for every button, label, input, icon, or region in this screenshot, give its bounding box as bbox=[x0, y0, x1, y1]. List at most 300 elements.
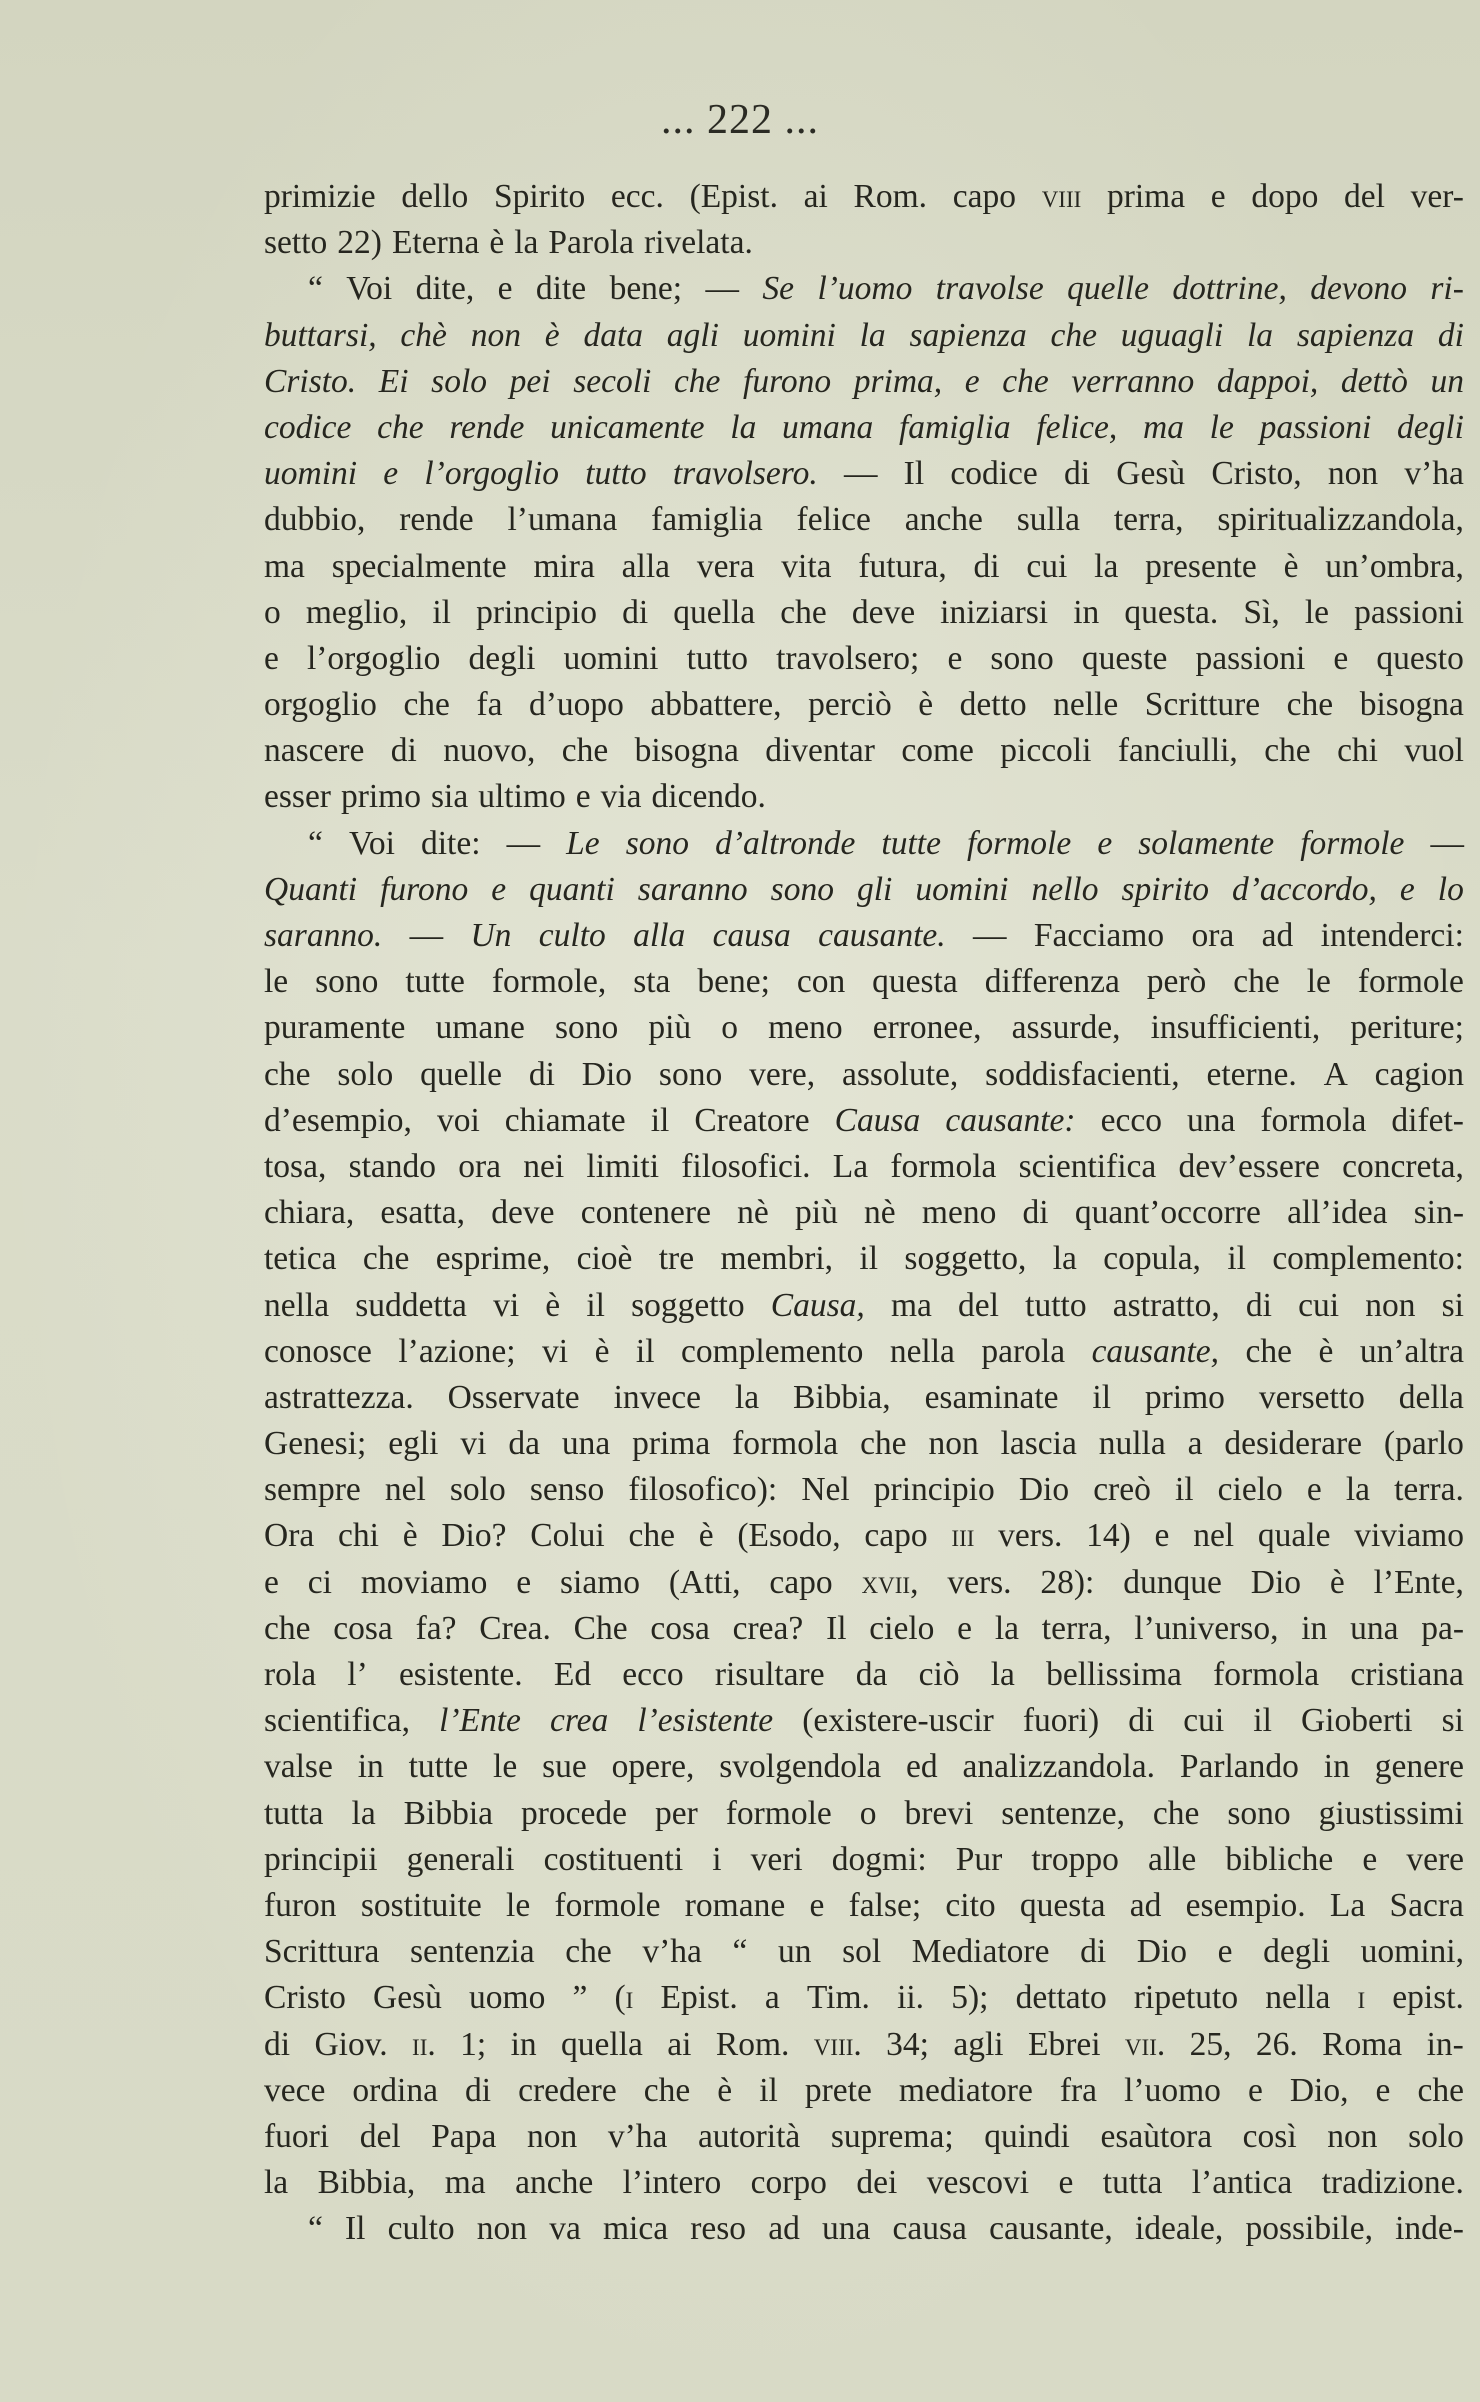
word: 26. bbox=[1255, 2025, 1298, 2063]
word: limiti bbox=[586, 1147, 660, 1185]
word: vi bbox=[460, 1425, 487, 1463]
word: quella bbox=[561, 2025, 643, 2063]
word: tetica bbox=[264, 1240, 337, 1278]
word: (existere-uscir bbox=[802, 1702, 994, 1740]
word: analizzandola. bbox=[962, 1748, 1155, 1786]
word: presente bbox=[1145, 547, 1257, 585]
word: il bbox=[586, 1286, 605, 1324]
word: procede bbox=[520, 1794, 627, 1832]
word: la bbox=[730, 408, 757, 446]
word: “ bbox=[308, 824, 323, 862]
text-line bbox=[264, 1283, 1464, 1329]
word: capo bbox=[769, 1563, 833, 1601]
word: cui bbox=[1026, 547, 1068, 585]
word: va bbox=[549, 2210, 581, 2248]
text-line bbox=[264, 174, 1464, 220]
word: si bbox=[1441, 1286, 1464, 1324]
word: passioni bbox=[1259, 408, 1372, 446]
word: e bbox=[1362, 1840, 1378, 1878]
word: invece bbox=[613, 1378, 701, 1416]
word: pa- bbox=[1421, 1609, 1464, 1647]
word: veri bbox=[750, 1840, 803, 1878]
text-line bbox=[264, 497, 1464, 543]
word: travolse bbox=[935, 270, 1044, 308]
word: principio bbox=[476, 593, 598, 631]
word: o bbox=[721, 1009, 739, 1047]
word: ultimo bbox=[478, 778, 566, 816]
word: di bbox=[1245, 1286, 1272, 1324]
word: è bbox=[1283, 547, 1299, 585]
word: queste bbox=[1081, 639, 1168, 677]
word: formole bbox=[554, 1886, 661, 1924]
word: formola bbox=[890, 1147, 997, 1185]
word: verranno bbox=[1071, 362, 1195, 400]
word: meglio, bbox=[305, 593, 408, 631]
text-line bbox=[264, 451, 1464, 497]
word: che bbox=[1286, 686, 1334, 724]
word: uomini bbox=[915, 870, 1009, 908]
word: astratto, bbox=[1112, 1286, 1220, 1324]
word: brevi bbox=[904, 1794, 974, 1832]
word: Cristo, bbox=[1211, 455, 1302, 493]
word: quindi bbox=[984, 2117, 1070, 2155]
word: concreta, bbox=[1342, 1147, 1464, 1185]
word: futura, bbox=[858, 547, 947, 585]
word: esempio. bbox=[1185, 1886, 1306, 1924]
word: di bbox=[1128, 1702, 1155, 1740]
word: scientifica bbox=[1018, 1147, 1157, 1185]
word: la bbox=[1246, 316, 1274, 354]
word: sono bbox=[554, 1009, 619, 1047]
word: vita bbox=[781, 547, 832, 585]
text-line bbox=[264, 821, 1464, 867]
text-line bbox=[264, 590, 1464, 636]
word: il bbox=[650, 1101, 670, 1139]
word: lo bbox=[1437, 870, 1464, 908]
word: primo bbox=[1144, 1378, 1225, 1416]
word: l’orgoglio bbox=[424, 455, 559, 493]
word: ad bbox=[1261, 917, 1294, 954]
word: versetto bbox=[1258, 1378, 1365, 1416]
word: sapienza bbox=[1296, 316, 1415, 354]
word: soddisfacienti, bbox=[985, 1055, 1180, 1093]
text-line bbox=[264, 1837, 1464, 1883]
word: ciò bbox=[918, 1656, 960, 1693]
word: uomini, bbox=[1360, 1933, 1464, 1971]
word: Giov. bbox=[314, 2025, 388, 2063]
word: formole bbox=[1357, 963, 1464, 1001]
word: anche bbox=[904, 501, 983, 539]
word: ordina bbox=[352, 2071, 438, 2109]
text-line bbox=[264, 359, 1464, 405]
word: primo bbox=[340, 778, 421, 816]
word: tutto bbox=[686, 639, 748, 677]
word: detto bbox=[959, 686, 1027, 724]
word: non bbox=[928, 1425, 979, 1463]
text-line bbox=[264, 774, 1464, 820]
word: è bbox=[544, 316, 560, 354]
word: Gioberti bbox=[1300, 1702, 1413, 1740]
word: 5); bbox=[951, 1979, 989, 2017]
word: dunque bbox=[1123, 1563, 1222, 1601]
word: ecco bbox=[1100, 1101, 1162, 1139]
word: è bbox=[1318, 1332, 1334, 1370]
word: fuori bbox=[264, 2117, 330, 2155]
word: ora bbox=[1191, 917, 1235, 954]
text-line bbox=[264, 1744, 1464, 1790]
word: che bbox=[561, 732, 609, 770]
word: Il bbox=[903, 455, 925, 493]
text-line bbox=[264, 728, 1464, 774]
word: bisogna bbox=[1359, 686, 1464, 724]
word: e bbox=[1375, 2071, 1391, 2109]
word: l’esistente bbox=[637, 1702, 774, 1740]
word: egli bbox=[388, 1425, 439, 1463]
word: sono bbox=[315, 963, 379, 1001]
word: e bbox=[957, 1609, 973, 1647]
page-number: ... 222 ... bbox=[661, 97, 819, 143]
word: formole, bbox=[491, 963, 607, 1001]
word: — bbox=[705, 270, 740, 308]
word: d’altronde bbox=[715, 824, 856, 862]
word: sono bbox=[770, 870, 834, 908]
word: solo bbox=[337, 1055, 394, 1093]
word: di bbox=[1437, 316, 1464, 354]
word: però bbox=[1146, 963, 1207, 1001]
word: il bbox=[635, 1332, 655, 1370]
word: che bbox=[1050, 316, 1097, 354]
word: nella bbox=[264, 1286, 330, 1324]
word: — bbox=[1430, 824, 1464, 862]
word: Parola bbox=[548, 224, 635, 262]
word: difet- bbox=[1391, 1101, 1464, 1139]
word: sulla bbox=[1016, 501, 1080, 539]
word: questo bbox=[1376, 639, 1464, 677]
word: uomini bbox=[742, 316, 836, 354]
word: parola bbox=[981, 1332, 1066, 1370]
word: che bbox=[1002, 362, 1049, 400]
word: dello bbox=[401, 178, 469, 215]
word: esprime, bbox=[435, 1240, 551, 1278]
word: assolute, bbox=[841, 1055, 959, 1093]
word: il bbox=[432, 593, 451, 631]
word: fa bbox=[476, 686, 503, 724]
word: e bbox=[1217, 1933, 1233, 1971]
word: tutta bbox=[1102, 2164, 1163, 2202]
text-line bbox=[264, 1975, 1464, 2021]
word: ma bbox=[890, 1286, 932, 1324]
word: viii. bbox=[813, 2025, 862, 2063]
word: che bbox=[628, 1517, 675, 1555]
word: esistente. bbox=[398, 1656, 523, 1693]
word: ecc. bbox=[610, 178, 664, 215]
word: scientifica, bbox=[264, 1702, 411, 1740]
word: secoli bbox=[573, 362, 652, 400]
text-line bbox=[264, 1052, 1464, 1098]
word: degli bbox=[468, 639, 536, 677]
word: Causa bbox=[834, 1101, 921, 1139]
word: è bbox=[1329, 1563, 1345, 1601]
word: travolsero. bbox=[672, 455, 818, 493]
word: non bbox=[476, 2210, 528, 2248]
word: e bbox=[1058, 2164, 1074, 2202]
word: formole bbox=[1300, 824, 1405, 862]
word: del bbox=[958, 1286, 999, 1324]
text-line bbox=[264, 1144, 1464, 1190]
word: v’ha bbox=[642, 1933, 702, 1971]
text-line bbox=[264, 1652, 1464, 1698]
word: formola bbox=[1213, 1656, 1320, 1693]
word: prima bbox=[632, 1425, 711, 1463]
word: del bbox=[359, 2117, 401, 2155]
word: e bbox=[1333, 639, 1349, 677]
word: di bbox=[622, 593, 649, 631]
word: esaminate bbox=[924, 1378, 1059, 1416]
word: vere bbox=[1406, 1840, 1464, 1878]
word: ed bbox=[905, 1748, 938, 1786]
word: alla bbox=[621, 547, 670, 585]
word: principii bbox=[264, 1840, 378, 1878]
word: codice bbox=[264, 408, 352, 446]
word: diventar bbox=[765, 732, 875, 770]
word: perciò bbox=[808, 686, 892, 724]
word: il bbox=[1227, 1240, 1246, 1278]
word: più bbox=[648, 1009, 692, 1047]
word: di bbox=[264, 2025, 291, 2063]
word: rivelata. bbox=[644, 224, 753, 262]
word: e bbox=[809, 1886, 825, 1924]
word: nel bbox=[1193, 1517, 1235, 1555]
word: nè bbox=[737, 1194, 769, 1232]
word: fanciulli, bbox=[1117, 732, 1238, 770]
word: tradizione. bbox=[1321, 2164, 1464, 2202]
word: bene; bbox=[609, 270, 683, 308]
word: Scritture bbox=[1144, 686, 1261, 724]
word: suddetta bbox=[355, 1286, 467, 1324]
word: l’antica bbox=[1191, 2164, 1293, 2202]
word: per bbox=[654, 1794, 698, 1832]
word: saranno bbox=[637, 870, 748, 908]
word: che bbox=[673, 362, 721, 400]
word: non bbox=[1327, 2117, 1378, 2155]
word: è bbox=[402, 1517, 418, 1555]
word: primizie bbox=[264, 178, 376, 215]
text-line bbox=[264, 1560, 1464, 1606]
word: degli bbox=[1397, 408, 1464, 446]
word: l’uomo bbox=[817, 270, 913, 308]
word: ad bbox=[768, 2210, 800, 2248]
word: Pur bbox=[955, 1840, 1003, 1878]
word: solo bbox=[431, 362, 488, 400]
word: le bbox=[1306, 963, 1331, 1001]
word: generali bbox=[406, 1840, 515, 1878]
word: bisogna bbox=[634, 732, 739, 770]
word: vece bbox=[264, 2071, 326, 2109]
word: l’azione; bbox=[398, 1332, 516, 1370]
word: che bbox=[362, 1240, 410, 1278]
word: solamente bbox=[1138, 824, 1275, 862]
text-line bbox=[264, 2022, 1464, 2068]
word: quant’occorre bbox=[1074, 1194, 1261, 1232]
word: e bbox=[1154, 1517, 1170, 1555]
word: nuovo, bbox=[443, 732, 536, 770]
word: tosa, bbox=[264, 1147, 327, 1185]
word: vi bbox=[493, 1286, 520, 1324]
word: v’ha bbox=[607, 2117, 668, 2155]
word: fa? bbox=[415, 1609, 457, 1647]
word: è bbox=[717, 2071, 733, 2109]
text-line bbox=[264, 1421, 1464, 1467]
word: le bbox=[1209, 408, 1234, 446]
word: vere, bbox=[749, 1055, 816, 1093]
word: Bibbia, bbox=[792, 1378, 891, 1416]
word: che bbox=[860, 1425, 907, 1463]
word: tre bbox=[658, 1240, 695, 1278]
word: dev’essere bbox=[1178, 1147, 1320, 1185]
word: mica bbox=[602, 2210, 669, 2248]
word: ii. bbox=[897, 1979, 925, 2017]
word: Voi bbox=[348, 824, 395, 862]
word: una bbox=[1350, 1609, 1399, 1647]
word: è bbox=[698, 1517, 714, 1555]
word: di bbox=[1022, 1194, 1049, 1232]
word: membri, bbox=[720, 1240, 834, 1278]
word: (Esodo, bbox=[737, 1517, 841, 1555]
word: — bbox=[409, 917, 444, 954]
word: la bbox=[994, 1609, 1019, 1647]
word: felice, bbox=[1036, 408, 1118, 446]
word: all’idea bbox=[1287, 1194, 1388, 1232]
word: Ebrei bbox=[1027, 2025, 1101, 2063]
word: terra, bbox=[1113, 501, 1184, 539]
word: capo bbox=[952, 178, 1016, 215]
word: quella bbox=[673, 593, 756, 631]
word: a bbox=[1187, 1425, 1203, 1463]
word: gli bbox=[856, 870, 893, 908]
word: 34; bbox=[886, 2025, 929, 2063]
word: Dio bbox=[581, 1055, 633, 1093]
word: “ bbox=[308, 270, 323, 308]
word: vescovi bbox=[926, 2164, 1030, 2202]
word: la bbox=[1094, 547, 1119, 585]
word: vera bbox=[696, 547, 755, 585]
word: causa bbox=[892, 2210, 967, 2248]
word: Tim. bbox=[806, 1979, 870, 2017]
word: felice bbox=[796, 501, 871, 539]
word: e bbox=[383, 455, 399, 493]
text-line bbox=[264, 1329, 1464, 1375]
word: uguagli bbox=[1120, 316, 1224, 354]
word: e bbox=[516, 1563, 532, 1601]
text-line bbox=[264, 913, 1464, 959]
word: la bbox=[351, 1794, 376, 1832]
word: contenere bbox=[580, 1194, 711, 1232]
word: cioè bbox=[576, 1240, 633, 1278]
word: (Epist. bbox=[689, 178, 778, 215]
word: un bbox=[777, 1933, 812, 1971]
word: buttarsi, bbox=[264, 316, 377, 354]
word: le bbox=[493, 1748, 518, 1786]
word: solo bbox=[449, 1471, 506, 1509]
word: in bbox=[1301, 1609, 1328, 1647]
word: A bbox=[1323, 1055, 1348, 1093]
word: i bbox=[712, 1840, 722, 1878]
word: devono bbox=[1310, 270, 1407, 308]
word: Quanti bbox=[264, 870, 358, 908]
word: di bbox=[1080, 1933, 1107, 1971]
word: con bbox=[796, 963, 846, 1001]
word: tutte bbox=[408, 1748, 469, 1786]
word: Facciamo bbox=[1033, 917, 1165, 954]
word: in- bbox=[1426, 2025, 1464, 2063]
word: la bbox=[1052, 1240, 1077, 1278]
word: degli bbox=[1263, 1933, 1331, 1971]
word: inde- bbox=[1395, 2210, 1464, 2248]
word: di bbox=[1064, 455, 1091, 493]
word: una bbox=[822, 2210, 871, 2248]
word: sin- bbox=[1413, 1194, 1464, 1232]
word: Il bbox=[345, 2210, 366, 2248]
word: e bbox=[264, 639, 279, 677]
word: moviamo bbox=[360, 1563, 488, 1601]
word: xvii, bbox=[861, 1563, 919, 1601]
word: chi bbox=[1337, 732, 1378, 770]
word: La bbox=[1329, 1886, 1366, 1924]
word: fuori) bbox=[1022, 1702, 1100, 1740]
text-line bbox=[264, 405, 1464, 451]
word: ma bbox=[444, 2164, 486, 2202]
word: giustissimi bbox=[1318, 1794, 1464, 1832]
word: causante, bbox=[1091, 1332, 1220, 1370]
word: Ei bbox=[378, 362, 409, 400]
word: formole bbox=[725, 1794, 832, 1832]
word: saranno. bbox=[264, 917, 383, 954]
word: prima, bbox=[853, 362, 943, 400]
word: e bbox=[947, 639, 963, 677]
word: in bbox=[1073, 593, 1100, 631]
word: e bbox=[1247, 2071, 1263, 2109]
word: Se bbox=[762, 270, 795, 308]
word: ai bbox=[667, 2025, 692, 2063]
text-line bbox=[264, 266, 1464, 312]
word: ci bbox=[307, 1563, 332, 1601]
word: ecco bbox=[622, 1656, 684, 1693]
word: meno bbox=[768, 1009, 843, 1047]
word: nè bbox=[864, 1194, 896, 1232]
word: esatta, bbox=[380, 1194, 466, 1232]
word: viviamo bbox=[1354, 1517, 1464, 1555]
word: furono bbox=[743, 362, 832, 400]
word: quale bbox=[1257, 1517, 1331, 1555]
word: tutte bbox=[881, 824, 941, 862]
word: d’accordo, bbox=[1232, 870, 1377, 908]
word: nascere bbox=[264, 732, 365, 770]
word: da bbox=[855, 1656, 888, 1693]
word: non bbox=[1365, 1286, 1416, 1324]
word: copula, bbox=[1103, 1240, 1201, 1278]
word: d’uopo bbox=[529, 686, 624, 724]
text-line bbox=[264, 1236, 1464, 1282]
word: ma bbox=[264, 547, 305, 585]
word: Che bbox=[573, 1609, 628, 1647]
word: (i bbox=[614, 1979, 634, 2017]
word: Eterna bbox=[391, 224, 480, 262]
word: il bbox=[859, 1240, 879, 1278]
word: Un bbox=[470, 917, 512, 954]
word: reso bbox=[690, 2210, 747, 2248]
word: filosofici. bbox=[681, 1147, 811, 1185]
word: un’ombra, bbox=[1325, 547, 1464, 585]
